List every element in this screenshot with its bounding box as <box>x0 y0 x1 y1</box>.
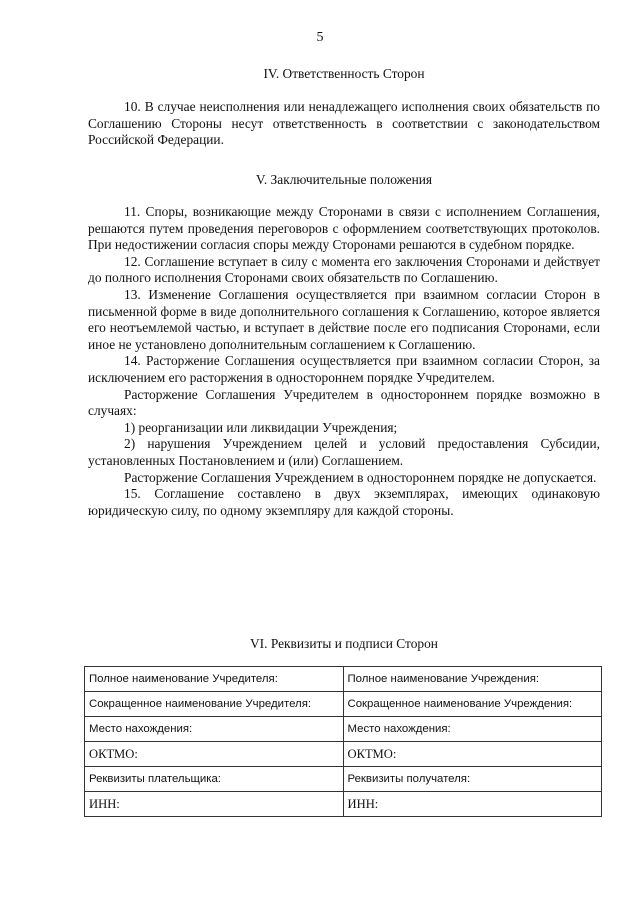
table-row <box>85 792 602 817</box>
table-row <box>85 767 602 792</box>
section-5-title: V. Заключительные положения <box>255 172 433 187</box>
paragraph-case-1: 1) реорганизации или ликвидации Учреждения; <box>124 419 398 435</box>
founder-inn-label: ИНН: <box>85 792 344 817</box>
table-row <box>85 692 602 717</box>
institution-inn-label: ИНН: <box>343 792 602 817</box>
paragraph-12: 12. Соглашение вступает в силу с момента его заключения Сторонами и действует до полного исполнения Сторонами своих обязательств по Соглашению. <box>88 253 600 286</box>
paragraph-11: 11. Споры, возникающие между Сторонами в связи с исполнением Соглашения, решаются путем проведения переговоров с оформлением соответствующих протоколов. При недостижении согласия споры между Сторонами решаются в судебном порядке. <box>88 204 600 253</box>
paragraph-13: 13. Изменение Соглашения осуществляется при взаимном согласии Сторон в письменной форме в виде дополнительного соглашения к Соглашению, которое является его неотъемлемой частью, и вступает в действие после его подписания Сторонами, если иное не установлено дополнительным соглашением к Соглашению. <box>88 286 600 352</box>
requisites-table <box>84 666 602 817</box>
table-row <box>85 667 602 692</box>
institution-location-label: Место нахождения: <box>343 717 602 742</box>
paragraph-15: 15. Соглашение составлено в двух экземплярах, имеющих одинаковую юридическую силу, по одному экземпляру для каждой стороны. <box>88 486 600 518</box>
institution-oktmo-label: ОКТМО: <box>343 742 602 767</box>
table-row <box>85 742 602 767</box>
founder-full-name-label: Полное наименование Учредителя: <box>85 667 344 692</box>
table-row <box>85 717 602 742</box>
founder-location-label: Место нахождения: <box>85 717 344 742</box>
paragraph-no-unilateral: Расторжение Соглашения Учреждением в одностороннем порядке не допускается. <box>124 469 597 485</box>
section-4-body <box>88 99 600 149</box>
section-6-title: VI. Реквизиты и подписи Сторон <box>250 636 438 651</box>
founder-oktmo-label: ОКТМО: <box>85 742 344 767</box>
payer-details-label: Реквизиты плательщика: <box>85 767 344 792</box>
paragraph-10: 10. В случае неисполнения или ненадлежащего исполнения своих обязательств по Соглашению Стороны несут ответственность в соответствии с законодательством Российской Федерации. <box>88 99 600 148</box>
paragraph-14: 14. Расторжение Соглашения осуществляется при взаимном согласии Сторон, за исключением его расторжения в одностороннем порядке Учредителем. <box>88 353 600 385</box>
page-number: 5 <box>316 30 324 45</box>
section-4-title: IV. Ответственность Сторон <box>263 66 425 81</box>
section-5-body <box>88 204 600 519</box>
institution-full-name-label: Полное наименование Учреждения: <box>343 667 602 692</box>
paragraph-termination-cases: Расторжение Соглашения Учредителем в одностороннем порядке возможно в случаях: <box>88 386 600 419</box>
paragraph-case-2: 2) нарушения Учреждением целей и условий предоставления Субсидии, установленных Постановлением и (или) Соглашением. <box>88 436 600 468</box>
founder-short-name-label: Сокращенное наименование Учредителя: <box>85 692 344 717</box>
recipient-details-label: Реквизиты получателя: <box>343 767 602 792</box>
institution-short-name-label: Сокращенное наименование Учреждения: <box>343 692 602 717</box>
